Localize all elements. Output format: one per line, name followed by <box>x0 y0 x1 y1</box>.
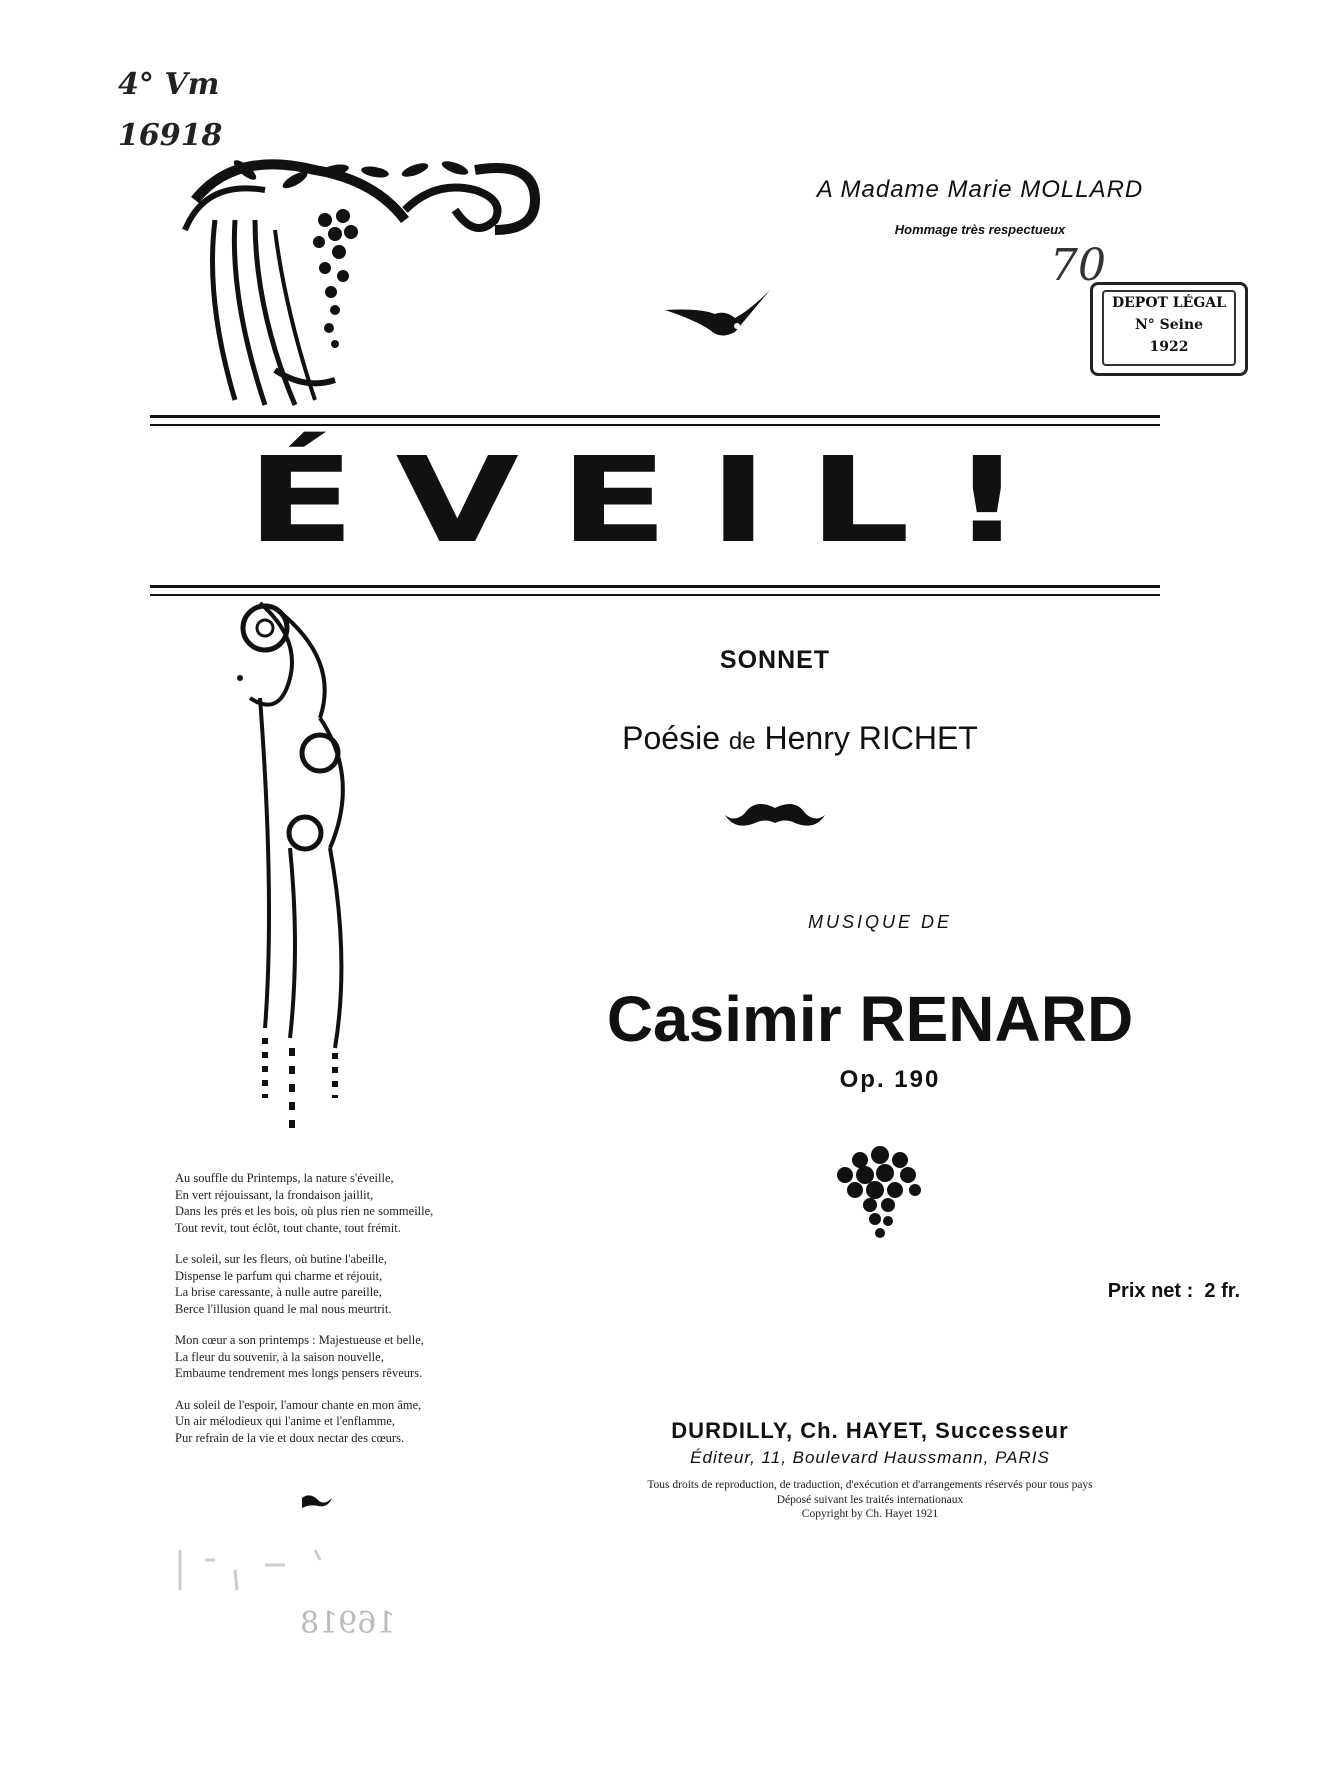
stamp-line4: 1922 <box>1149 339 1189 355</box>
poem-line: La fleur du souvenir, à la saison nouvelle, <box>175 1349 384 1364</box>
poem-line: Pur refrain de la vie et doux nectar des cœurs. <box>175 1430 405 1445</box>
publisher-name: DURDILLY, Ch. HAYET, Successeur <box>671 1418 1069 1443</box>
faint-library-number: 16918 <box>300 1606 396 1641</box>
composer-name: Casimir RENARD <box>606 983 1134 1055</box>
poem-text <box>175 1170 505 1461</box>
shelfmark-line2: 16918 <box>118 118 223 153</box>
poem-line: Tout revit, tout éclôt, tout chante, tout frémit. <box>175 1220 401 1235</box>
poem-line: Dans les prés et les bois, où plus rien ne sommeille, <box>175 1204 434 1218</box>
stamp-line2 <box>1104 314 1234 336</box>
poem-stanza <box>175 1332 505 1382</box>
rights-line3: Copyright by Ch. Hayet 1921 <box>801 1508 939 1520</box>
rights-notice <box>560 1478 1180 1522</box>
flower-cluster-ornament <box>830 1145 930 1245</box>
poem-line: Mon cœur a son printemps : Majestueuse et belle, <box>175 1333 424 1347</box>
poet-credit <box>560 720 1040 757</box>
mid-rule-lower <box>150 594 1160 596</box>
publisher-address: Éditeur, 11, Boulevard Haussmann, PARIS <box>690 1448 1050 1467</box>
poem-line: Le soleil, sur les fleurs, où butine l'abeille, <box>175 1252 387 1266</box>
poem-stanza <box>175 1397 505 1447</box>
price <box>1040 1280 1240 1303</box>
poem-line: Au souffle du Printemps, la nature s'éveille, <box>175 1171 394 1185</box>
poem-line: Berce l'illusion quand le mal nous meurtrit. <box>175 1301 392 1316</box>
leaf-ornament-small <box>725 803 825 833</box>
top-rule-lower <box>150 424 1160 426</box>
poem-line: Au soleil de l'espoir, l'amour chante en mon âme, <box>175 1397 422 1412</box>
top-rule-upper <box>150 415 1160 418</box>
dedication-line: A Madame Marie MOLLARD <box>816 176 1144 203</box>
shelfmark-line1: 4° Vm <box>118 67 220 102</box>
bird-ornament <box>665 290 775 350</box>
page-title: ÉVEIL! <box>246 431 1064 569</box>
poet-prefix: Poésie <box>622 720 720 756</box>
stamp-line3: N° <box>1134 317 1155 333</box>
poet-name: Henry RICHET <box>764 720 978 756</box>
poem-line: Un air mélodieux qui l'anime et l'enflamme, <box>175 1414 396 1428</box>
stamp-line1: DEPOT LÉGAL <box>1111 295 1226 311</box>
price-value: 2 fr. <box>1204 1280 1240 1302</box>
poem-line: En vert réjouissant, la frondaison jaillit, <box>175 1187 374 1202</box>
handwritten-number: 70 <box>1050 240 1106 291</box>
dedication-note: Hommage très respectueux <box>894 222 1066 237</box>
end-ornament <box>300 1492 334 1510</box>
poet-de: de <box>728 728 756 755</box>
price-label: Prix net : <box>1107 1280 1194 1302</box>
depot-legal-stamp-text <box>1102 290 1236 366</box>
music-label: MUSIQUE DE <box>807 912 952 932</box>
poem-stanza <box>175 1251 505 1317</box>
subtitle: SONNET <box>719 646 831 674</box>
opus-number: Op. 190 <box>839 1066 941 1093</box>
rights-line1: Tous droits de reproduction, de traduction, d'exécution et d'arrangements réservés pour tous pays <box>647 1479 1093 1491</box>
faint-stamp-marks <box>175 1540 355 1600</box>
floral-ornament-top-left <box>175 140 555 410</box>
poem-line: La brise caressante, à nulle autre pareille, <box>175 1285 382 1299</box>
poem-stanza <box>175 1170 505 1236</box>
rights-line2: Déposé suivant les traités internationaux <box>776 1493 964 1506</box>
poem-line: Embaume tendrement mes longs pensers rêveurs. <box>175 1366 423 1380</box>
stamp-line2-text: Seine <box>1159 317 1204 333</box>
poem-line: Dispense le parfum qui charme et réjouit, <box>175 1268 383 1283</box>
mid-rule-upper <box>150 585 1160 588</box>
vertical-vine-ornament <box>220 598 390 1138</box>
